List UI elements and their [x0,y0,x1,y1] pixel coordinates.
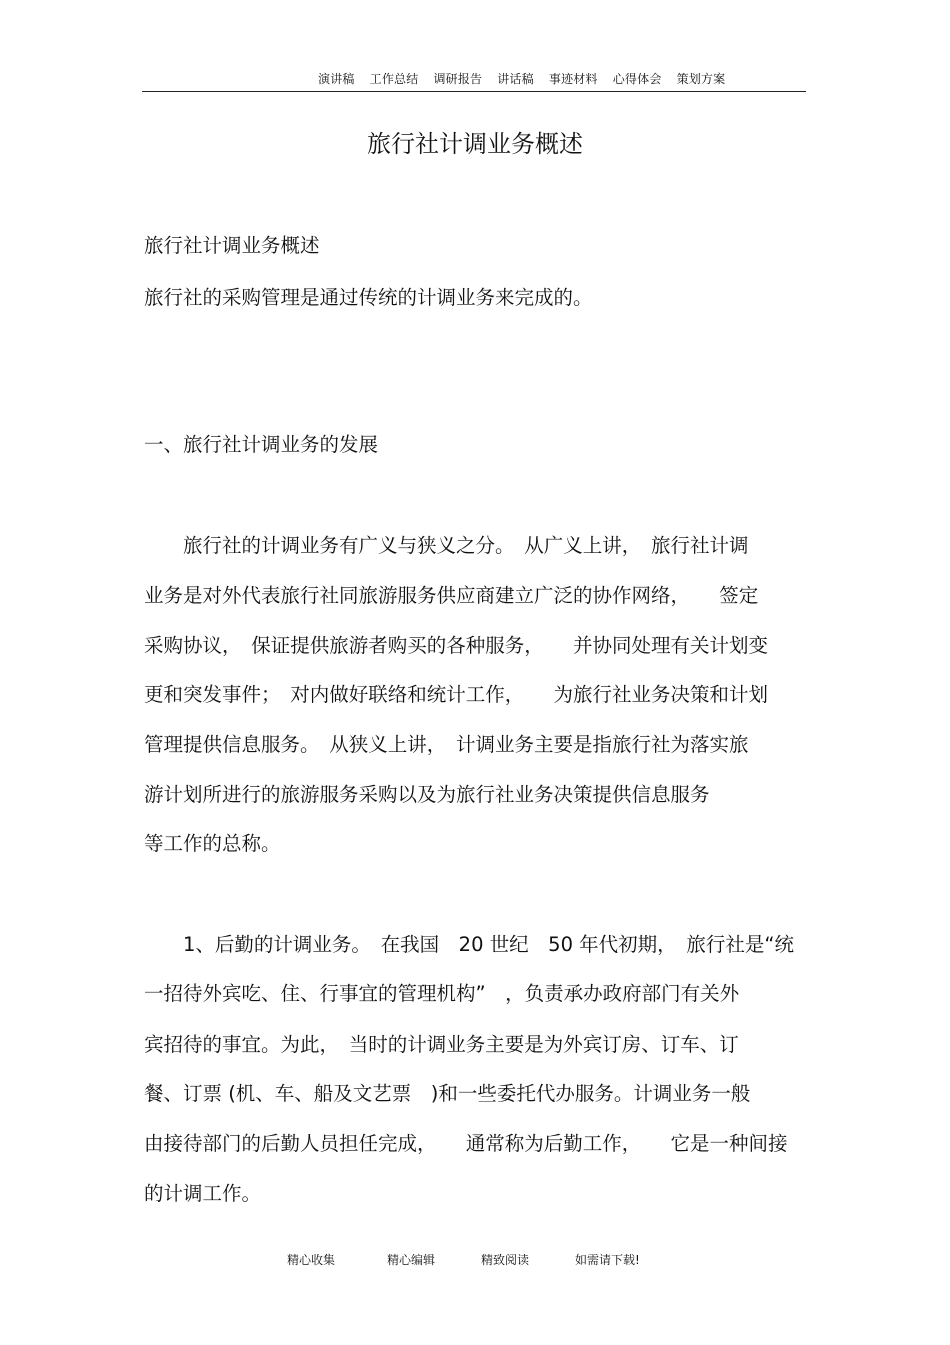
header-link[interactable]: 工作总结 [369,72,419,86]
paragraph-line: 餐、订票 (机、车、船及文艺票 )和一些委托代办服务。计调业务一般 [144,1082,751,1105]
header-link[interactable]: 演讲稿 [318,72,355,86]
paragraph-line: 1、后勤的计调业务。 在我国 20 世纪 50 年代初期， 旅行社是“统 [144,933,795,956]
paragraph-line: 业务是对外代表旅行社同旅游服务供应商建立广泛的协作网络， 签定 [144,584,759,607]
header-link[interactable]: 调研报告 [433,72,483,86]
footer-item: 精心收集 [287,1253,336,1267]
paragraph-line: 游计划所进行的旅游服务采购以及为旅行社业务决策提供信息服务 [144,783,710,806]
header-link[interactable]: 事迹材料 [548,72,598,86]
paragraph-line: 管理提供信息服务。 从狭义上讲， 计调业务主要是指旅行社为落实旅 [144,733,749,756]
paragraph-line: 采购协议， 保证提供旅游者购买的各种服务， 并协同处理有关计划变 [144,634,769,657]
footer-item: 精心编辑 [387,1253,436,1267]
paragraph-line: 的计调工作。 [144,1182,262,1205]
header-link[interactable]: 策划方案 [676,72,726,86]
paragraph-line: 更和突发事件； 对内做好联络和统计工作， 为旅行社业务决策和计划 [144,683,769,706]
page-title: 旅行社计调业务概述 [367,130,583,158]
header-links [318,70,736,87]
paragraph-line: 宾招待的事宜。为此， 当时的计调业务主要是为外宾订房、订车、订 [144,1033,739,1056]
footer-item: 精致阅读 [481,1253,530,1267]
header-divider [142,91,806,92]
paragraph-line: 由接待部门的后勤人员担任完成， 通常称为后勤工作， 它是一种间接 [144,1132,788,1155]
header-link[interactable]: 讲话稿 [497,72,534,86]
subtitle-line: 旅行社计调业务概述 [144,234,320,257]
paragraph-line: 旅行社的计调业务有广义与狭义之分。 从广义上讲， 旅行社计调 [144,534,749,557]
intro-line: 旅行社的采购管理是通过传统的计调业务来完成的。 [144,286,593,309]
footer-item: 如需请下载! [575,1253,640,1267]
section-heading: 一、旅行社计调业务的发展 [144,433,379,456]
paragraph-line: 一招待外宾吃、住、行事宜的管理机构” ，负责承办政府部门有关外 [144,982,740,1005]
header-link[interactable]: 心得体会 [612,72,662,86]
paragraph-line: 等工作的总称。 [144,832,281,855]
